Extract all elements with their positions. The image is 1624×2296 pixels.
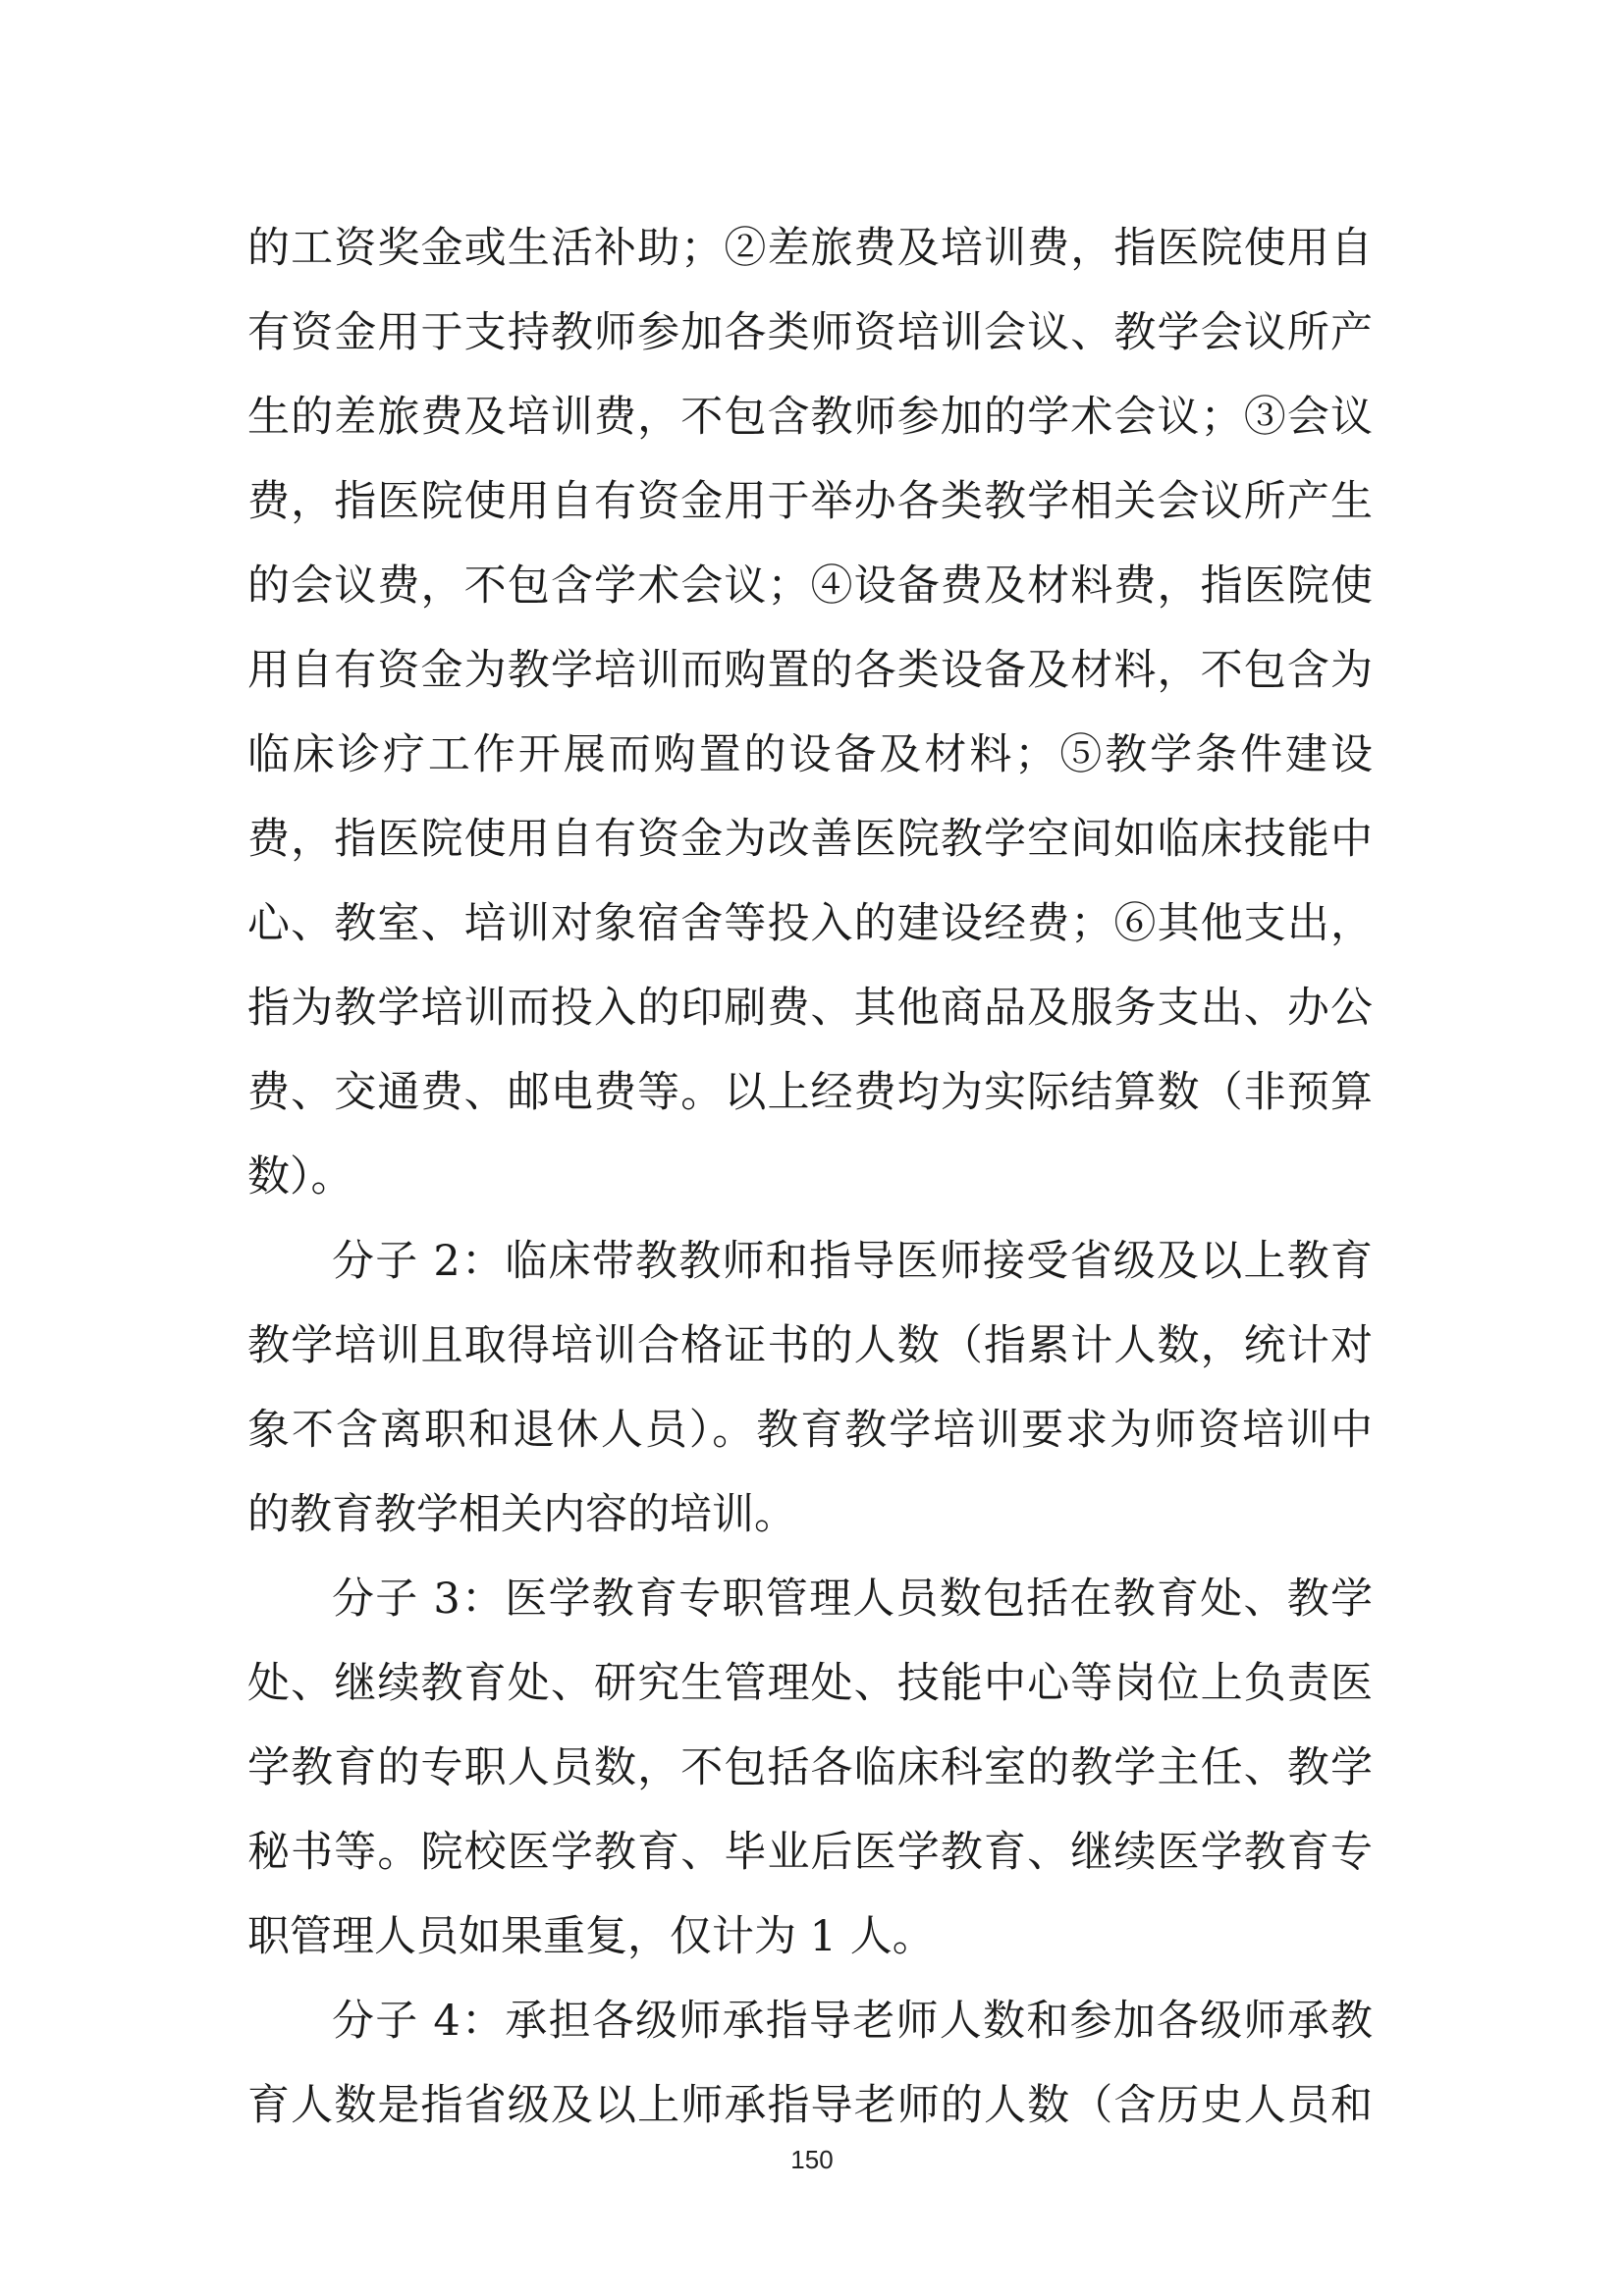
body-text-line: 有资金用于支持教师参加各类师资培训会议、教学会议所产 (247, 308, 1373, 357)
body-text-line: 心、教室、培训对象宿舍等投入的建设经费；⑥其他支出， (247, 899, 1373, 948)
paragraph-first-line: 分子 3：医学教育专职管理人员数包括在教育处、教学 (332, 1575, 1373, 1624)
body-text-line: 的教育教学相关内容的培训。 (247, 1490, 796, 1539)
body-text-line: 职管理人员如果重复，仅计为 1 人。 (247, 1912, 935, 1961)
body-text-line: 生的差旅费及培训费，不包含教师参加的学术会议；③会议 (247, 393, 1373, 442)
body-text-line: 指为教学培训而投入的印刷费、其他商品及服务支出、办公 (247, 984, 1373, 1033)
body-text-line: 育人数是指省级及以上师承指导老师的人数（含历史人员和 (247, 2081, 1373, 2130)
body-text-line: 费，指医院使用自有资金用于举办各类教学相关会议所产生 (247, 477, 1373, 526)
body-text-line: 处、继续教育处、研究生管理处、技能中心等岗位上负责医 (247, 1659, 1373, 1708)
body-text-line: 数）。 (247, 1152, 353, 1201)
paragraph-first-line: 分子 4：承担各级师承指导老师人数和参加各级师承教 (332, 1997, 1373, 2046)
body-text-line: 费、交通费、邮电费等。以上经费均为实际结算数（非预算 (247, 1068, 1373, 1117)
page-number: 150 (790, 2145, 834, 2174)
body-text-line: 象不含离职和退休人员）。教育教学培训要求为师资培训中 (247, 1406, 1373, 1455)
body-text-line: 临床诊疗工作开展而购置的设备及材料；⑤教学条件建设 (247, 730, 1373, 779)
body-text-line: 秘书等。院校医学教育、毕业后医学教育、继续医学教育专 (247, 1828, 1373, 1877)
body-text-line: 学教育的专职人员数，不包括各临床科室的教学主任、教学 (247, 1743, 1373, 1792)
paragraph-first-line: 分子 2：临床带教教师和指导医师接受省级及以上教育 (332, 1237, 1373, 1286)
body-text-line: 教学培训且取得培训合格证书的人数（指累计人数，统计对 (247, 1321, 1373, 1370)
body-text-line: 用自有资金为教学培训而购置的各类设备及材料，不包含为 (247, 646, 1373, 695)
body-text-line: 的工资奖金或生活补助；②差旅费及培训费，指医院使用自 (247, 224, 1373, 273)
body-text-line: 费，指医院使用自有资金为改善医院教学空间如临床技能中 (247, 815, 1373, 864)
body-text-line: 的会议费，不包含学术会议；④设备费及材料费，指医院使 (247, 561, 1373, 611)
